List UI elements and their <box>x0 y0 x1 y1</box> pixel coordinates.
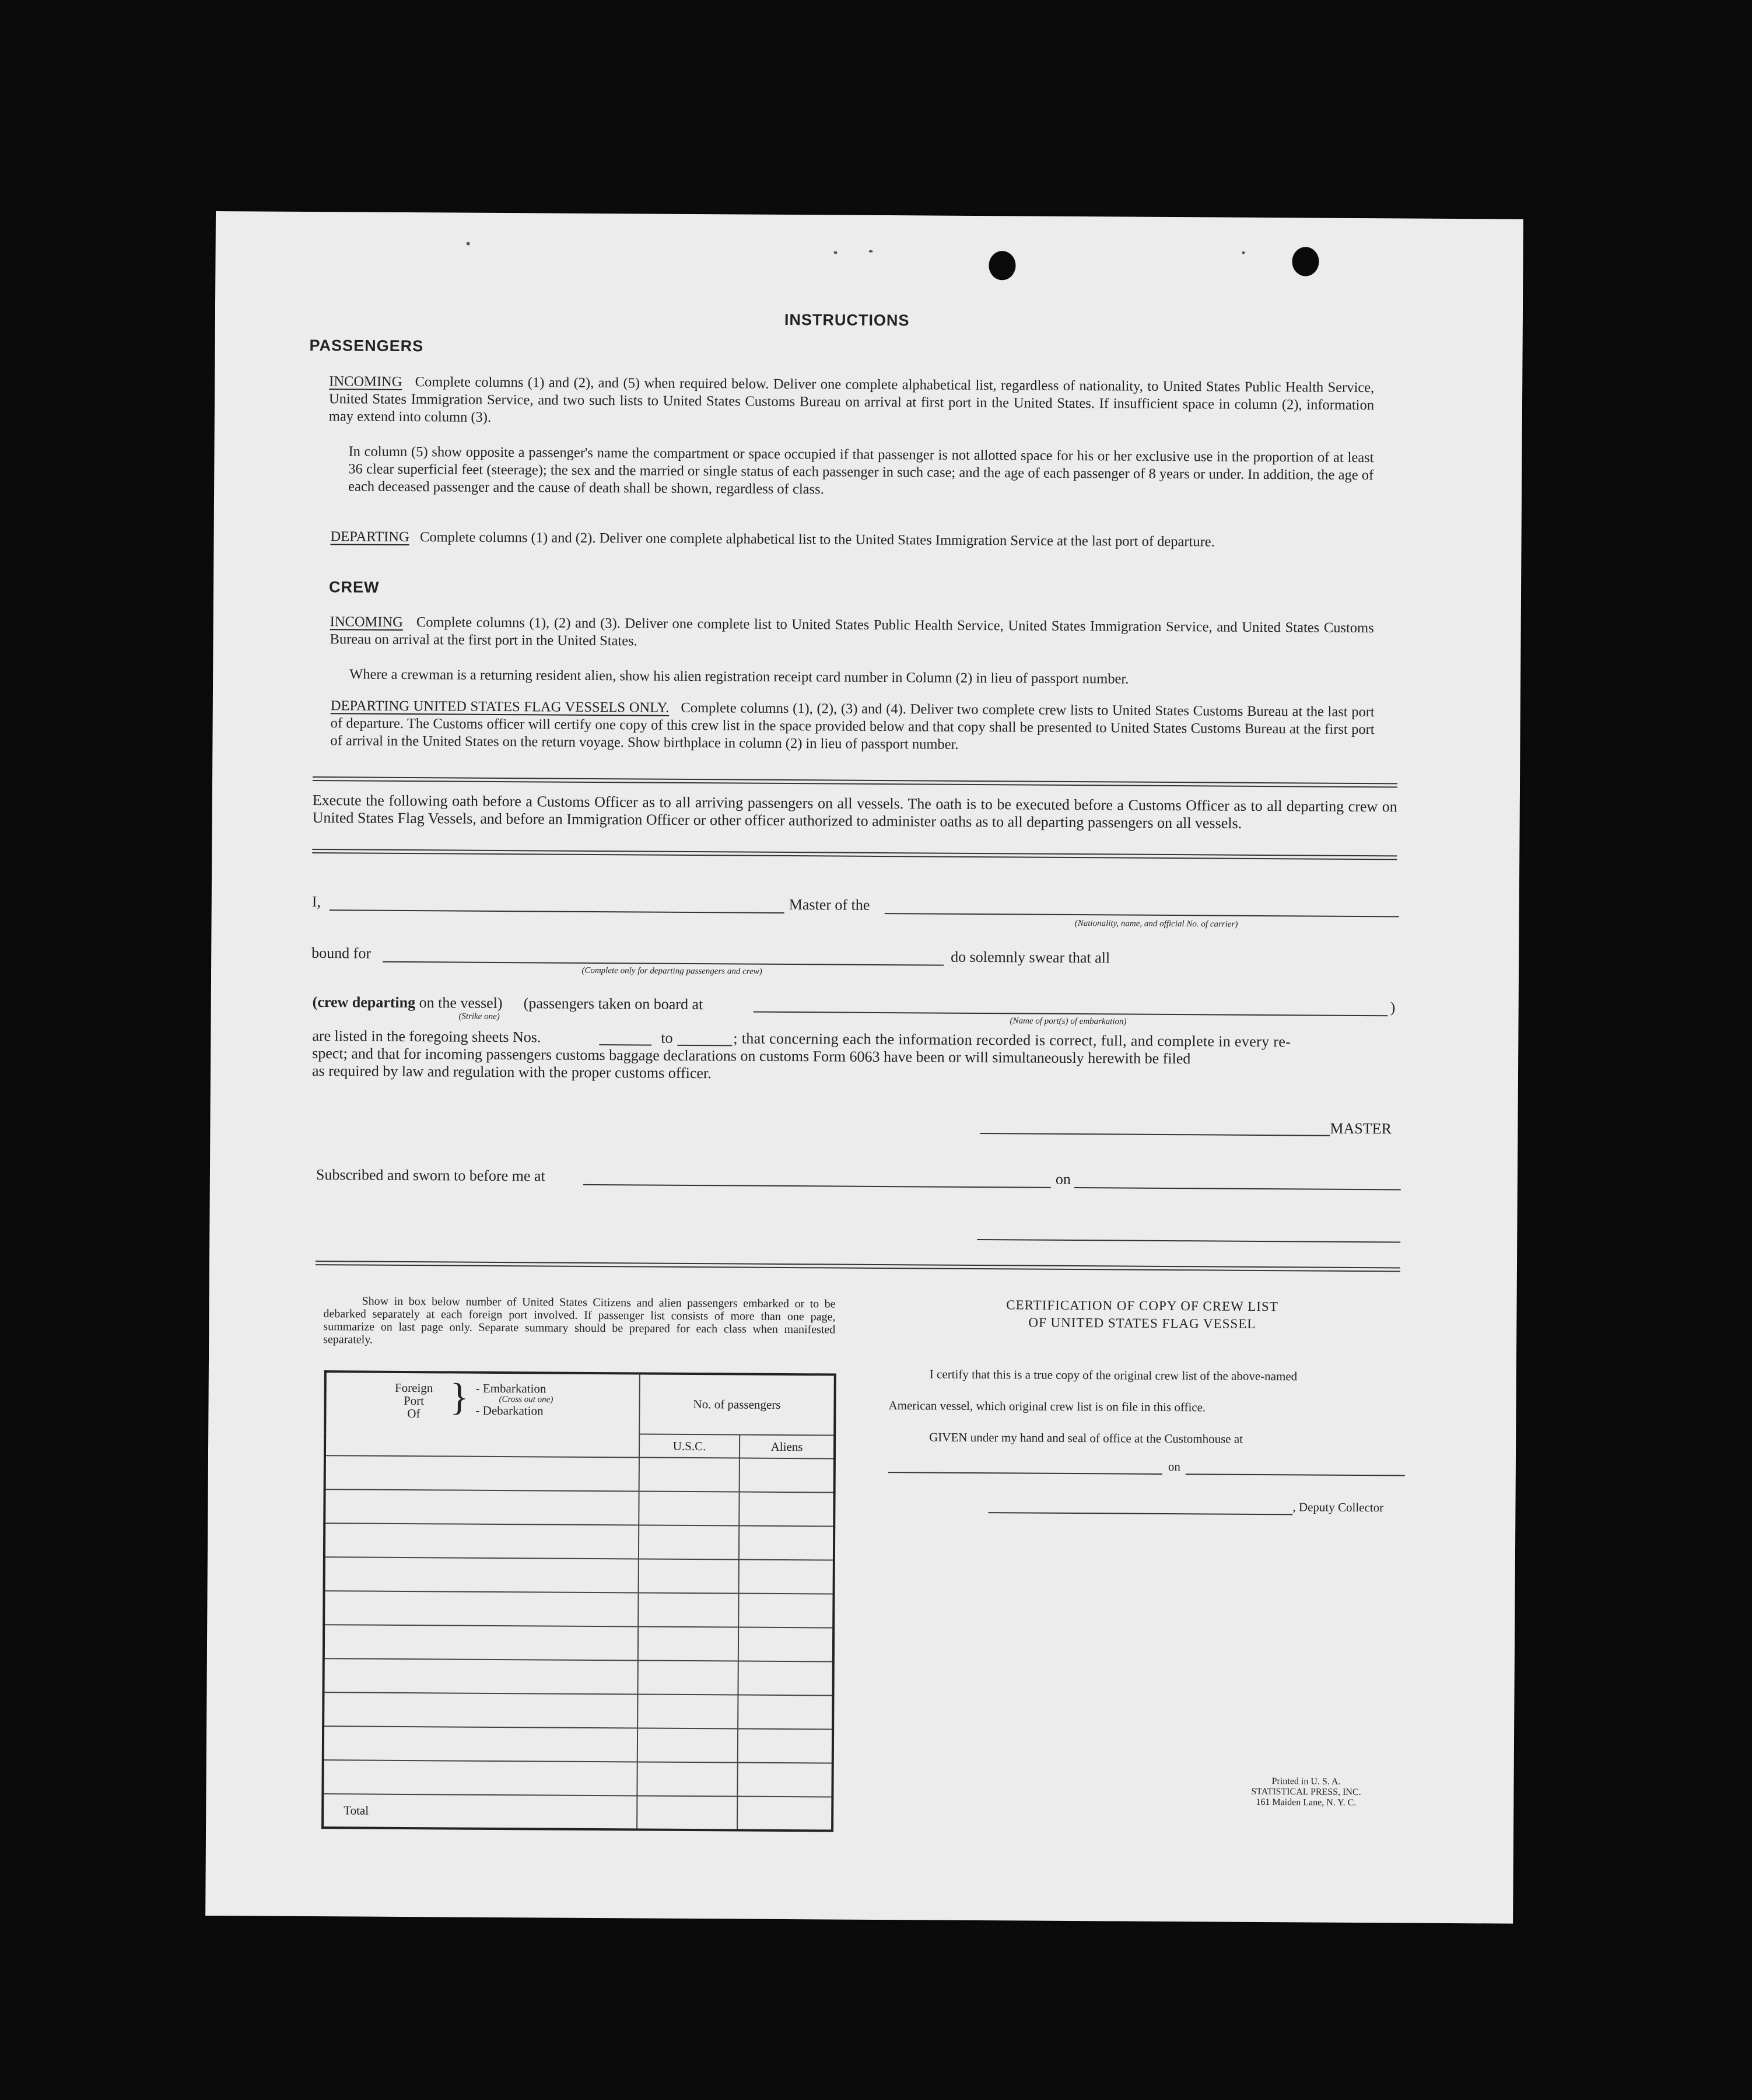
crew-departing-text: Complete columns (1), (2), (3) and (4). Deliver two complete crew lists to United States Customs Bureau at the last port of departure. The Customs officer will certify one copy of this crew list in the space provided below and that copy shall be presented to United States Customs Bureau at the first port of arrival in the United States on the return voyage. Show birthplace in column (2) in lieu of passport number. <box>330 699 1375 752</box>
passengers-departing-section <box>331 528 1373 552</box>
usc-cell[interactable] <box>639 1525 739 1559</box>
printer-line2: STATISTICAL PRESS, INC. <box>1251 1786 1361 1798</box>
certification-on: on <box>1168 1460 1180 1474</box>
divider <box>316 1261 1400 1272</box>
port-cell[interactable] <box>323 1760 637 1796</box>
crew-incoming-text2: Where a crewman is a returning resident alien, show his alien registration receipt card number in Column (2) in lieu of passport number. <box>349 666 1129 687</box>
crew-incoming-label: INCOMING <box>330 614 404 630</box>
aliens-cell[interactable] <box>740 1458 835 1493</box>
bound-for-field[interactable] <box>383 961 944 966</box>
port-header-cell <box>325 1371 640 1457</box>
oath-instruction: Execute the following oath before a Customs Officer as to all arriving passengers on all vessels. The oath is to be executed before a Customs Officer as to all departing crew on United States Flag Vessels, and before an Immigration Officer or other officer authorized to administer oaths as to all departing passengers on all vessels. <box>312 792 1397 832</box>
bound-for-caption: (Complete only for departing passengers and crew) <box>581 965 762 977</box>
sworn-date-field[interactable] <box>1074 1187 1401 1190</box>
passengers-departing-text: Complete columns (1) and (2). Deliver one complete alphabetical list to the United States Immigration Service at the last port of departure. <box>419 529 1215 550</box>
embarkation-label: - Embarkation <box>475 1381 546 1396</box>
of-label: Of <box>407 1406 421 1421</box>
printer-line1: Printed in U. S. A. <box>1271 1776 1341 1787</box>
cross-out-caption: (Cross out one) <box>499 1395 553 1405</box>
port-cell[interactable] <box>325 1455 639 1491</box>
sheet-from-field[interactable] <box>599 1044 651 1046</box>
passenger-summary-table <box>321 1370 836 1832</box>
close-paren: ) <box>1390 999 1396 1016</box>
summary-instructions: Show in box below number of United States Citizens and alien passengers embarked or to be debarked separately at each foreign port involved. If passenger list consists of more than one page, summarize on last page only. Separate summary should be prepared for each class when manifested separately. <box>323 1294 836 1346</box>
swear-label: do solemnly swear that all <box>951 948 1110 967</box>
usc-header: U.S.C. <box>639 1434 740 1458</box>
sworn-at-field[interactable] <box>583 1184 1051 1188</box>
deputy-collector-label: , Deputy Collector <box>1292 1500 1384 1515</box>
usc-cell[interactable] <box>637 1694 738 1728</box>
form-sheet <box>205 211 1523 1924</box>
instructions-title: INSTRUCTIONS <box>784 310 910 330</box>
crew-departing-mid: on the vessel) <box>419 994 503 1012</box>
speck <box>1242 251 1245 254</box>
port-cell[interactable] <box>324 1489 639 1525</box>
listed-start: are listed in the foregoing sheets Nos. <box>312 1027 541 1046</box>
carrier-caption: (Nationality, name, and official No. of carrier) <box>1074 919 1238 929</box>
printer-line3: 161 Maiden Lane, N. Y. C. <box>1256 1797 1357 1808</box>
aliens-cell[interactable] <box>738 1729 833 1763</box>
passengers-heading: PASSENGERS <box>309 336 424 355</box>
divider <box>312 849 1397 860</box>
aliens-cell[interactable] <box>737 1763 832 1797</box>
passengers-incoming-text: Complete columns (1) and (2), and (5) when required below. Deliver one complete alphabetical list, regardless of nationality, to United States Public Health Service, United States Immigration Service, and two such lists to United States Customs Bureau on arrival at first port in the United States. If insufficient space in column (2), information may extend into column (3). <box>328 374 1375 425</box>
no-of-passengers-header: No. of passengers <box>639 1373 835 1435</box>
debarkation-label: - Debarkation <box>475 1403 544 1418</box>
crew-departing-open: (crew departing <box>312 993 416 1012</box>
total-aliens-cell[interactable] <box>737 1797 832 1831</box>
port-caption: (Name of port(s) of embarkation) <box>1010 1016 1127 1027</box>
certification-title <box>949 1296 1334 1334</box>
foreign-label: Foreign <box>394 1380 433 1395</box>
port-cell[interactable] <box>324 1625 638 1660</box>
subscribed-label: Subscribed and sworn to before me at <box>316 1166 545 1185</box>
port-cell[interactable] <box>323 1692 637 1728</box>
certification-date-field[interactable] <box>1186 1474 1405 1476</box>
crew-incoming-section <box>330 613 1373 654</box>
aliens-header: Aliens <box>740 1435 835 1459</box>
aliens-cell[interactable] <box>738 1594 833 1628</box>
brace-icon: } <box>450 1376 469 1419</box>
usc-cell[interactable] <box>637 1728 738 1762</box>
listed-line-3: as required by law and regulation with the proper customs officer. <box>311 1062 712 1082</box>
usc-cell[interactable] <box>639 1457 740 1492</box>
aliens-cell[interactable] <box>739 1560 834 1594</box>
usc-cell[interactable] <box>639 1559 739 1593</box>
embarkation-port-field[interactable] <box>754 1012 1388 1017</box>
port-cell[interactable] <box>324 1557 639 1592</box>
usc-cell[interactable] <box>639 1491 739 1525</box>
aliens-cell[interactable] <box>738 1628 833 1662</box>
aliens-cell[interactable] <box>739 1526 834 1560</box>
divider <box>313 776 1397 788</box>
usc-cell[interactable] <box>638 1626 738 1661</box>
printer-imprint <box>1218 1776 1393 1809</box>
crew-departing-option <box>313 993 503 1012</box>
certification-line3: GIVEN under my hand and seal of office at the Customhouse at <box>929 1430 1243 1446</box>
crew-departing-section <box>330 697 1375 756</box>
punch-hole-left <box>989 251 1015 280</box>
port-cell[interactable] <box>324 1591 638 1626</box>
sworn-on-label: on <box>1055 1170 1071 1188</box>
certification-line1: I certify that this is a true copy of the original crew list of the above-named <box>929 1367 1298 1384</box>
speck <box>869 250 873 253</box>
passengers-departing-label: DEPARTING <box>330 528 409 545</box>
listed-continue: ; that concerning each the information recorded is correct, full, and complete in every re- <box>733 1030 1291 1051</box>
strike-caption: (Strike one) <box>458 1012 500 1021</box>
speck <box>467 242 470 246</box>
passengers-taken-option: (passengers taken on board at <box>523 995 703 1013</box>
aliens-cell[interactable] <box>738 1661 833 1696</box>
crew-incoming-text: Complete columns (1), (2) and (3). Deliver one complete list to United States Public Health Service, United States Immigration Service, and United States Customs Bureau on arrival at the first port in the United States. <box>330 614 1374 649</box>
usc-cell[interactable] <box>638 1592 738 1627</box>
usc-cell[interactable] <box>637 1762 737 1796</box>
port-cell[interactable] <box>323 1726 637 1762</box>
customhouse-field[interactable] <box>888 1472 1162 1475</box>
crew-departing-label: DEPARTING UNITED STATES FLAG VESSELS ONLY. <box>330 698 670 716</box>
master-name-field[interactable] <box>330 909 784 914</box>
punch-hole-right <box>1292 247 1319 276</box>
passengers-incoming-section <box>329 373 1375 432</box>
aliens-cell[interactable] <box>738 1695 833 1730</box>
deputy-signature-field[interactable] <box>988 1512 1292 1515</box>
certification-title-line2: OF UNITED STATES FLAG VESSEL <box>1028 1315 1256 1331</box>
passengers-incoming-text2: In column (5) show opposite a passenger's name the compartment or space occupied if that passenger is not allotted space for his or her exclusive use in the proportion of at least 36 clear superficial feet (steerage); the sex and the married or single status of each passenger in such case; and the age of each passenger of 8 years or under. In addition, the age of each deceased passenger and the cause of death shall be shown, regardless of class. <box>348 443 1374 498</box>
total-label: Total <box>323 1794 637 1829</box>
speck <box>834 251 838 254</box>
crew-heading: CREW <box>328 578 380 596</box>
officer-signature-field[interactable] <box>977 1239 1400 1242</box>
certification-line2: American vessel, which original crew list is on file in this office. <box>888 1398 1206 1415</box>
passengers-incoming-label: INCOMING <box>329 373 402 390</box>
sheet-to-field[interactable] <box>677 1045 732 1046</box>
carrier-field[interactable] <box>885 913 1399 917</box>
port-cell[interactable] <box>324 1523 639 1559</box>
master-of-label: Master of the <box>789 896 870 914</box>
port-cell[interactable] <box>323 1658 637 1694</box>
usc-cell[interactable] <box>637 1660 738 1695</box>
port-label: Port <box>403 1394 425 1408</box>
certification-title-line1: CERTIFICATION OF COPY OF CREW LIST <box>1006 1297 1278 1314</box>
listed-line-2: spect; and that for incoming passengers customs baggage declarations on customs Form 6063 have been or will simultaneously herewith be filed <box>312 1045 1191 1068</box>
aliens-cell[interactable] <box>739 1492 834 1527</box>
bound-for-label: bound for <box>311 944 372 962</box>
master-signature-field[interactable] <box>980 1133 1330 1136</box>
total-usc-cell[interactable] <box>637 1796 737 1830</box>
listed-to: to <box>661 1029 673 1046</box>
master-label: MASTER <box>1330 1119 1392 1138</box>
oath-i-label: I, <box>311 893 321 911</box>
